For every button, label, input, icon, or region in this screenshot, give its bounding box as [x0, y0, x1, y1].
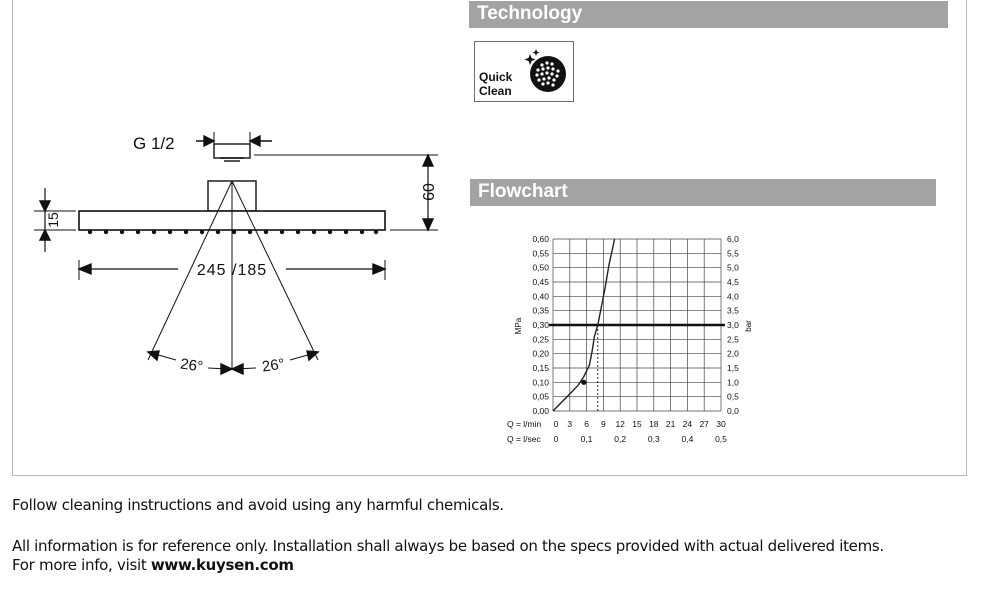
- lmin-axis-label: Q = l/min: [507, 419, 542, 429]
- height-label: 60: [421, 183, 438, 201]
- bar-tick-label: 1,0: [727, 377, 739, 388]
- quick-clean-icon: [520, 48, 570, 96]
- lmin-tick-label: 0: [553, 419, 559, 429]
- lsec-tick-label: 0,3: [647, 434, 660, 444]
- lmin-tick-label: 30: [716, 419, 726, 429]
- lmin-tick-label: 12: [615, 419, 625, 429]
- bar-axis-label: bar: [744, 320, 753, 332]
- flowchart-chart: [500, 228, 760, 453]
- lsec-tick-label: 0,4: [681, 434, 694, 444]
- lmin-tick-label: 15: [632, 419, 642, 429]
- lsec-tick-label: 0,1: [580, 434, 593, 444]
- mpa-tick-label: 0,50: [532, 262, 549, 273]
- thread-label: G 1/2: [133, 134, 175, 153]
- lmin-tick-label: 21: [665, 419, 676, 429]
- lsec-axis: [554, 434, 728, 444]
- quick-clean-line2: Clean: [479, 84, 512, 98]
- mpa-tick-label: 0,45: [532, 277, 549, 287]
- bar-axis: [727, 234, 739, 416]
- bar-tick-label: 4,5: [727, 277, 739, 287]
- quick-clean-label: [479, 70, 512, 98]
- mpa-tick-label: 0,15: [532, 363, 549, 373]
- plate-thickness-label: 15: [45, 212, 61, 228]
- cleaning-note: Follow cleaning instructions and avoid using any harmful chemicals.: [12, 496, 504, 514]
- thread-connector: [214, 144, 250, 158]
- lmin-tick-label: 3: [567, 419, 573, 429]
- lsec-tick-label: 0,5: [715, 434, 727, 444]
- technology-header: Technology: [469, 1, 948, 28]
- lmin-tick-label: 27: [699, 419, 709, 429]
- quick-clean-line1: Quick: [479, 70, 513, 84]
- mpa-axis-label: MPa: [514, 317, 523, 335]
- mpa-tick-label: 0,35: [532, 305, 549, 316]
- more-info-note: [12, 556, 294, 575]
- mpa-axis: [532, 234, 549, 416]
- bar-tick-label: 4,0: [727, 291, 739, 302]
- bar-tick-label: 3,0: [727, 320, 739, 330]
- lmin-tick-label: 9: [601, 419, 606, 429]
- mpa-tick-label: 0,55: [532, 248, 549, 259]
- lsec-axis-label: Q = l/sec: [507, 434, 541, 444]
- bar-tick-label: 5,0: [727, 262, 739, 273]
- bar-tick-label: 3,5: [727, 305, 739, 316]
- flowchart-header: Flowchart: [470, 179, 936, 206]
- bar-tick-label: 6,0: [727, 234, 739, 244]
- mpa-tick-label: 0,60: [532, 234, 549, 244]
- width-label: 245 /185: [196, 262, 268, 279]
- lmin-axis: [554, 419, 726, 429]
- mpa-tick-label: 0,30: [532, 320, 549, 330]
- quick-clean-badge: [474, 41, 574, 102]
- bar-tick-label: 2,5: [727, 334, 739, 345]
- bar-tick-label: 5,5: [727, 248, 739, 259]
- lsec-tick-label: 0: [553, 434, 559, 444]
- mpa-tick-label: 0,00: [532, 406, 549, 416]
- lmin-tick-label: 18: [649, 419, 659, 429]
- bar-tick-label: 1,5: [727, 363, 739, 373]
- shower-head-drawing: [28, 120, 448, 380]
- website-link[interactable]: www.kuysen.com: [150, 556, 294, 574]
- lsec-tick-label: 0,2: [614, 434, 627, 444]
- reference-note: All information is for reference only. Installation shall always be based on the specs provided with actual delivered items.: [12, 537, 884, 555]
- bar-tick-label: 0,5: [727, 391, 739, 402]
- mpa-tick-label: 0,05: [532, 391, 549, 402]
- mpa-tick-label: 0,25: [532, 334, 549, 345]
- flow-marker-point: [581, 380, 586, 385]
- mpa-tick-label: 0,20: [532, 348, 549, 359]
- mpa-tick-label: 0,40: [532, 291, 549, 302]
- mpa-tick-label: 0,10: [532, 377, 549, 388]
- bar-tick-label: 2,0: [727, 348, 739, 359]
- angle-left-label: 26°: [179, 355, 205, 376]
- lmin-tick-label: 24: [682, 419, 693, 429]
- lmin-tick-label: 6: [584, 419, 589, 429]
- more-info-prefix: For more info, visit: [12, 556, 151, 574]
- bar-tick-label: 0,0: [727, 406, 739, 416]
- angle-right-label: 26°: [260, 355, 286, 376]
